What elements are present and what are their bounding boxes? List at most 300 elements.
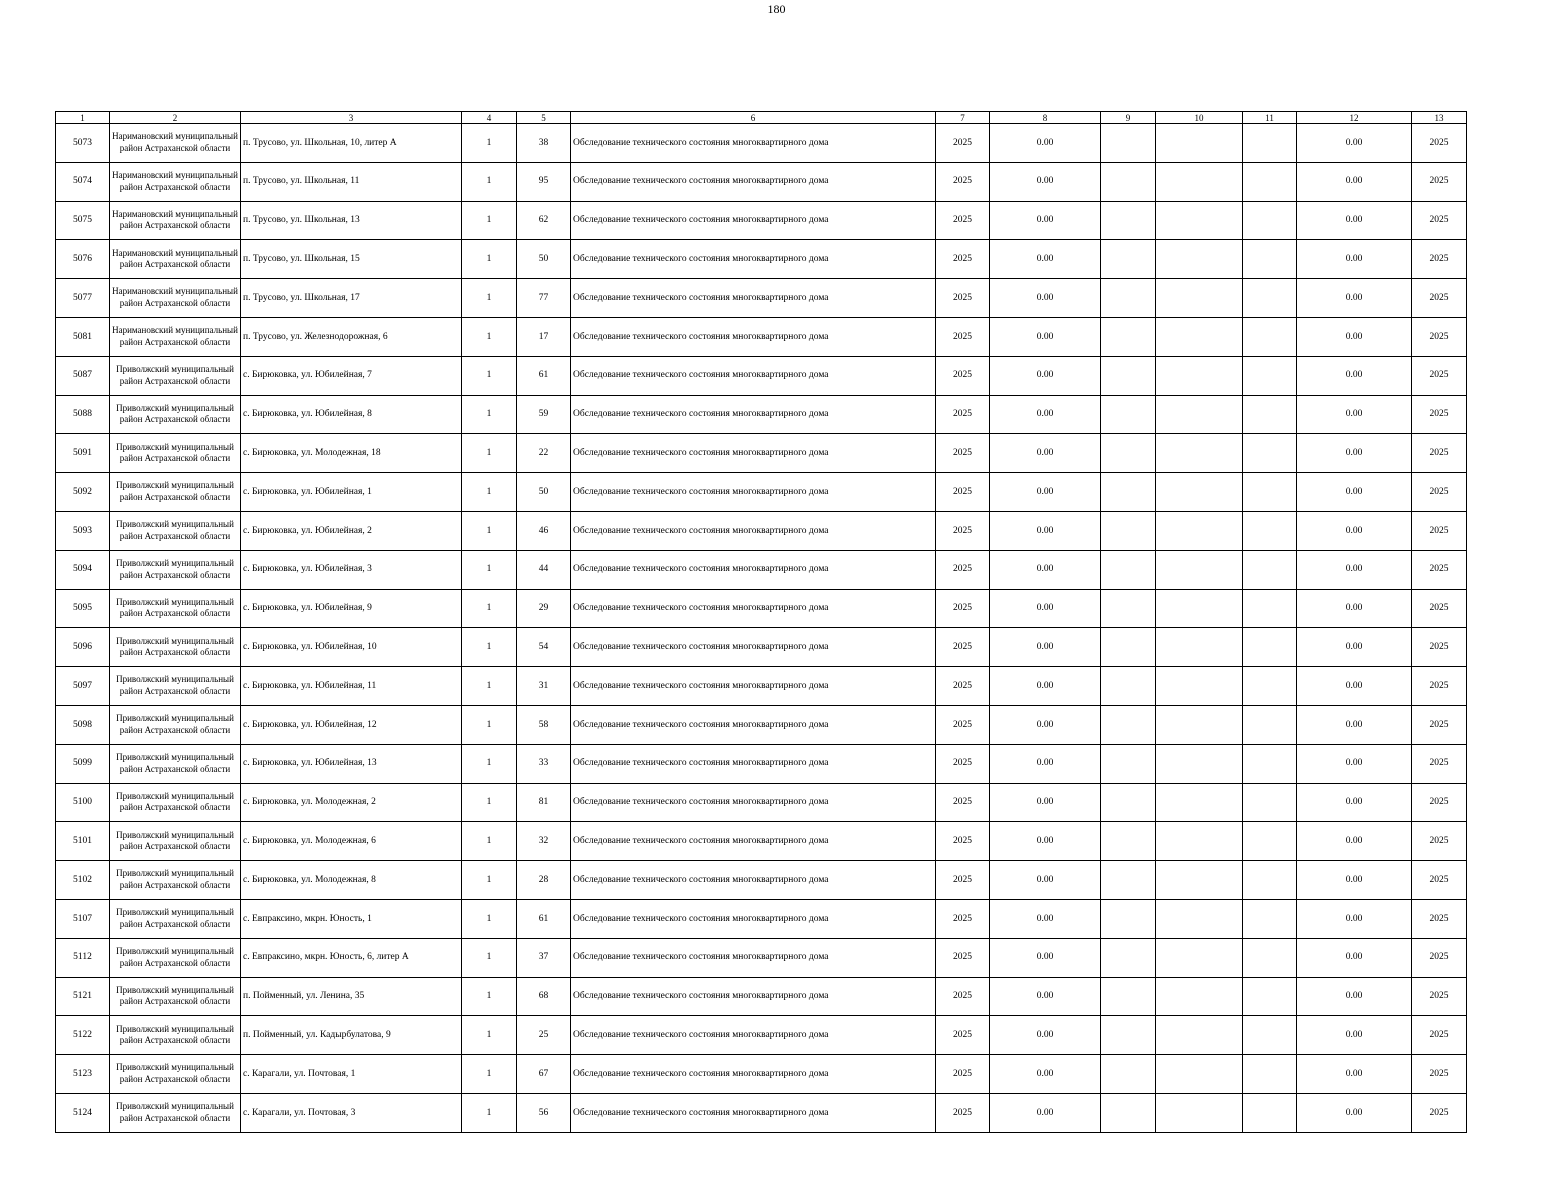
column-4-cell: 1: [462, 744, 517, 783]
column-10-cell: [1156, 201, 1243, 240]
column-4-cell: 1: [462, 899, 517, 938]
column-10-cell: [1156, 977, 1243, 1016]
column-11-cell: [1243, 162, 1297, 201]
column-9-cell: [1101, 124, 1156, 163]
address-cell: с. Бирюковка, ул. Юбилейная, 10: [241, 628, 462, 667]
address-cell: с. Евпраксино, мкрн. Юность, 6, литер А: [241, 938, 462, 977]
column-10-cell: [1156, 356, 1243, 395]
table-row: [56, 861, 1467, 900]
record-id-cell: 5073: [56, 124, 110, 163]
column-12-cell: 0.00: [1297, 434, 1412, 473]
address-cell: с. Бирюковка, ул. Юбилейная, 8: [241, 395, 462, 434]
column-7-cell: 2025: [936, 550, 990, 589]
column-9-cell: [1101, 162, 1156, 201]
column-10-cell: [1156, 589, 1243, 628]
record-id-cell: 5097: [56, 667, 110, 706]
column-9-cell: [1101, 511, 1156, 550]
district-cell: Приволжский муниципальный район Астраханской области: [110, 356, 241, 395]
district-cell: Наримановский муниципальный район Астраханской области: [110, 124, 241, 163]
column-9-cell: [1101, 395, 1156, 434]
column-5-cell: 61: [517, 899, 571, 938]
column-4-cell: 1: [462, 938, 517, 977]
column-7-cell: 2025: [936, 1093, 990, 1132]
column-11-cell: [1243, 473, 1297, 512]
column-13-cell: 2025: [1412, 434, 1467, 473]
column-5-cell: 33: [517, 744, 571, 783]
column-8-cell: 0.00: [990, 317, 1101, 356]
column-4-cell: 1: [462, 861, 517, 900]
district-cell: Приволжский муниципальный район Астраханской области: [110, 822, 241, 861]
record-id-cell: 5123: [56, 1055, 110, 1094]
column-5-cell: 50: [517, 240, 571, 279]
column-7-cell: 2025: [936, 589, 990, 628]
column-7-cell: 2025: [936, 977, 990, 1016]
column-10-cell: [1156, 473, 1243, 512]
work-type-cell: Обследование технического состояния многоквартирного дома: [571, 124, 936, 163]
address-cell: п. Трусово, ул. Школьная, 10, литер А: [241, 124, 462, 163]
column-5-cell: 28: [517, 861, 571, 900]
column-4-cell: 1: [462, 1016, 517, 1055]
work-type-cell: Обследование технического состояния многоквартирного дома: [571, 667, 936, 706]
column-11-cell: [1243, 667, 1297, 706]
column-7-cell: 2025: [936, 240, 990, 279]
column-11-cell: [1243, 744, 1297, 783]
district-cell: Наримановский муниципальный район Астраханской области: [110, 279, 241, 318]
work-type-cell: Обследование технического состояния многоквартирного дома: [571, 550, 936, 589]
table-row: [56, 240, 1467, 279]
column-header: 5: [517, 112, 571, 124]
record-id-cell: 5092: [56, 473, 110, 512]
column-11-cell: [1243, 395, 1297, 434]
column-5-cell: 61: [517, 356, 571, 395]
work-type-cell: Обследование технического состояния многоквартирного дома: [571, 938, 936, 977]
column-12-cell: 0.00: [1297, 783, 1412, 822]
column-7-cell: 2025: [936, 434, 990, 473]
record-id-cell: 5101: [56, 822, 110, 861]
column-11-cell: [1243, 899, 1297, 938]
column-12-cell: 0.00: [1297, 1016, 1412, 1055]
address-cell: с. Бирюковка, ул. Юбилейная, 9: [241, 589, 462, 628]
page-number: 180: [767, 2, 786, 16]
district-cell: Приволжский муниципальный район Астраханской области: [110, 667, 241, 706]
column-11-cell: [1243, 550, 1297, 589]
column-9-cell: [1101, 1093, 1156, 1132]
record-id-cell: 5124: [56, 1093, 110, 1132]
table-row: [56, 279, 1467, 318]
column-13-cell: 2025: [1412, 356, 1467, 395]
table-row: [56, 628, 1467, 667]
column-8-cell: 0.00: [990, 589, 1101, 628]
column-10-cell: [1156, 1016, 1243, 1055]
district-cell: Приволжский муниципальный район Астраханской области: [110, 473, 241, 512]
column-4-cell: 1: [462, 356, 517, 395]
district-cell: Приволжский муниципальный район Астраханской области: [110, 589, 241, 628]
table-row: [56, 395, 1467, 434]
column-12-cell: 0.00: [1297, 395, 1412, 434]
column-9-cell: [1101, 628, 1156, 667]
district-cell: Наримановский муниципальный район Астраханской области: [110, 162, 241, 201]
column-9-cell: [1101, 705, 1156, 744]
column-9-cell: [1101, 550, 1156, 589]
column-13-cell: 2025: [1412, 628, 1467, 667]
column-4-cell: 1: [462, 822, 517, 861]
column-10-cell: [1156, 861, 1243, 900]
column-8-cell: 0.00: [990, 628, 1101, 667]
column-13-cell: 2025: [1412, 124, 1467, 163]
column-5-cell: 17: [517, 317, 571, 356]
column-8-cell: 0.00: [990, 1016, 1101, 1055]
district-cell: Приволжский муниципальный район Астраханской области: [110, 977, 241, 1016]
column-13-cell: 2025: [1412, 938, 1467, 977]
column-7-cell: 2025: [936, 783, 990, 822]
district-cell: Наримановский муниципальный район Астраханской области: [110, 240, 241, 279]
column-9-cell: [1101, 1016, 1156, 1055]
column-7-cell: 2025: [936, 744, 990, 783]
column-4-cell: 1: [462, 162, 517, 201]
column-8-cell: 0.00: [990, 511, 1101, 550]
column-9-cell: [1101, 783, 1156, 822]
housing-register-table: [55, 111, 1467, 1133]
work-type-cell: Обследование технического состояния многоквартирного дома: [571, 240, 936, 279]
column-10-cell: [1156, 628, 1243, 667]
column-10-cell: [1156, 511, 1243, 550]
column-5-cell: 25: [517, 1016, 571, 1055]
column-10-cell: [1156, 938, 1243, 977]
table-row: [56, 550, 1467, 589]
work-type-cell: Обследование технического состояния многоквартирного дома: [571, 511, 936, 550]
column-5-cell: 38: [517, 124, 571, 163]
district-cell: Приволжский муниципальный район Астраханской области: [110, 1016, 241, 1055]
address-cell: с. Бирюковка, ул. Юбилейная, 12: [241, 705, 462, 744]
column-13-cell: 2025: [1412, 861, 1467, 900]
column-13-cell: 2025: [1412, 705, 1467, 744]
table-row: [56, 589, 1467, 628]
column-12-cell: 0.00: [1297, 589, 1412, 628]
address-cell: п. Пойменный, ул. Кадырбулатова, 9: [241, 1016, 462, 1055]
table-row: [56, 124, 1467, 163]
column-13-cell: 2025: [1412, 162, 1467, 201]
column-header: 12: [1297, 112, 1412, 124]
table-row: [56, 356, 1467, 395]
column-11-cell: [1243, 1093, 1297, 1132]
address-cell: с. Бирюковка, ул. Юбилейная, 13: [241, 744, 462, 783]
column-8-cell: 0.00: [990, 240, 1101, 279]
column-8-cell: 0.00: [990, 744, 1101, 783]
record-id-cell: 5087: [56, 356, 110, 395]
record-id-cell: 5075: [56, 201, 110, 240]
column-10-cell: [1156, 124, 1243, 163]
work-type-cell: Обследование технического состояния многоквартирного дома: [571, 1016, 936, 1055]
column-4-cell: 1: [462, 667, 517, 706]
column-7-cell: 2025: [936, 899, 990, 938]
column-header: 3: [241, 112, 462, 124]
address-cell: с. Карагали, ул. Почтовая, 3: [241, 1093, 462, 1132]
address-cell: п. Пойменный, ул. Ленина, 35: [241, 977, 462, 1016]
address-cell: п. Трусово, ул. Школьная, 17: [241, 279, 462, 318]
column-12-cell: 0.00: [1297, 667, 1412, 706]
column-12-cell: 0.00: [1297, 550, 1412, 589]
address-cell: с. Бирюковка, ул. Юбилейная, 1: [241, 473, 462, 512]
column-9-cell: [1101, 473, 1156, 512]
table-row: [56, 1016, 1467, 1055]
column-5-cell: 32: [517, 822, 571, 861]
column-header: 8: [990, 112, 1101, 124]
column-4-cell: 1: [462, 1055, 517, 1094]
record-id-cell: 5121: [56, 977, 110, 1016]
column-8-cell: 0.00: [990, 822, 1101, 861]
column-5-cell: 67: [517, 1055, 571, 1094]
column-8-cell: 0.00: [990, 667, 1101, 706]
column-7-cell: 2025: [936, 511, 990, 550]
column-13-cell: 2025: [1412, 589, 1467, 628]
column-7-cell: 2025: [936, 667, 990, 706]
column-5-cell: 59: [517, 395, 571, 434]
column-10-cell: [1156, 162, 1243, 201]
column-5-cell: 56: [517, 1093, 571, 1132]
table-row: [56, 511, 1467, 550]
table-row: [56, 667, 1467, 706]
column-11-cell: [1243, 434, 1297, 473]
column-4-cell: 1: [462, 628, 517, 667]
address-cell: с. Бирюковка, ул. Юбилейная, 3: [241, 550, 462, 589]
column-10-cell: [1156, 783, 1243, 822]
district-cell: Приволжский муниципальный район Астраханской области: [110, 1093, 241, 1132]
district-cell: Приволжский муниципальный район Астраханской области: [110, 899, 241, 938]
column-5-cell: 22: [517, 434, 571, 473]
column-13-cell: 2025: [1412, 744, 1467, 783]
column-11-cell: [1243, 938, 1297, 977]
work-type-cell: Обследование технического состояния многоквартирного дома: [571, 899, 936, 938]
column-12-cell: 0.00: [1297, 1093, 1412, 1132]
column-11-cell: [1243, 1055, 1297, 1094]
column-4-cell: 1: [462, 395, 517, 434]
column-header: 6: [571, 112, 936, 124]
column-7-cell: 2025: [936, 938, 990, 977]
column-9-cell: [1101, 861, 1156, 900]
column-10-cell: [1156, 395, 1243, 434]
address-cell: с. Бирюковка, ул. Молодежная, 6: [241, 822, 462, 861]
column-9-cell: [1101, 589, 1156, 628]
address-cell: п. Трусово, ул. Железнодорожная, 6: [241, 317, 462, 356]
column-8-cell: 0.00: [990, 1055, 1101, 1094]
district-cell: Приволжский муниципальный район Астраханской области: [110, 783, 241, 822]
work-type-cell: Обследование технического состояния многоквартирного дома: [571, 977, 936, 1016]
work-type-cell: Обследование технического состояния многоквартирного дома: [571, 434, 936, 473]
column-5-cell: 58: [517, 705, 571, 744]
column-8-cell: 0.00: [990, 279, 1101, 318]
work-type-cell: Обследование технического состояния многоквартирного дома: [571, 162, 936, 201]
column-header: 13: [1412, 112, 1467, 124]
column-4-cell: 1: [462, 1093, 517, 1132]
column-4-cell: 1: [462, 201, 517, 240]
column-8-cell: 0.00: [990, 861, 1101, 900]
column-7-cell: 2025: [936, 705, 990, 744]
column-7-cell: 2025: [936, 356, 990, 395]
column-13-cell: 2025: [1412, 822, 1467, 861]
column-9-cell: [1101, 938, 1156, 977]
column-4-cell: 1: [462, 240, 517, 279]
district-cell: Наримановский муниципальный район Астраханской области: [110, 317, 241, 356]
column-4-cell: 1: [462, 473, 517, 512]
column-10-cell: [1156, 317, 1243, 356]
table-row: [56, 1093, 1467, 1132]
column-13-cell: 2025: [1412, 667, 1467, 706]
table-row: [56, 1055, 1467, 1094]
address-cell: с. Бирюковка, ул. Юбилейная, 2: [241, 511, 462, 550]
table-row: [56, 162, 1467, 201]
column-11-cell: [1243, 589, 1297, 628]
column-9-cell: [1101, 744, 1156, 783]
record-id-cell: 5099: [56, 744, 110, 783]
table-row: [56, 473, 1467, 512]
column-11-cell: [1243, 317, 1297, 356]
column-9-cell: [1101, 822, 1156, 861]
column-9-cell: [1101, 356, 1156, 395]
column-12-cell: 0.00: [1297, 473, 1412, 512]
column-8-cell: 0.00: [990, 395, 1101, 434]
register-body: [56, 124, 1467, 1133]
district-cell: Приволжский муниципальный район Астраханской области: [110, 550, 241, 589]
work-type-cell: Обследование технического состояния многоквартирного дома: [571, 628, 936, 667]
address-cell: п. Трусово, ул. Школьная, 11: [241, 162, 462, 201]
table-row: [56, 434, 1467, 473]
record-id-cell: 5076: [56, 240, 110, 279]
column-13-cell: 2025: [1412, 783, 1467, 822]
column-8-cell: 0.00: [990, 124, 1101, 163]
column-7-cell: 2025: [936, 861, 990, 900]
column-7-cell: 2025: [936, 279, 990, 318]
column-header: 11: [1243, 112, 1297, 124]
record-id-cell: 5100: [56, 783, 110, 822]
address-cell: с. Карагали, ул. Почтовая, 1: [241, 1055, 462, 1094]
column-12-cell: 0.00: [1297, 356, 1412, 395]
column-8-cell: 0.00: [990, 705, 1101, 744]
column-10-cell: [1156, 667, 1243, 706]
column-13-cell: 2025: [1412, 317, 1467, 356]
column-11-cell: [1243, 705, 1297, 744]
column-9-cell: [1101, 201, 1156, 240]
column-header: 9: [1101, 112, 1156, 124]
column-5-cell: 29: [517, 589, 571, 628]
column-13-cell: 2025: [1412, 550, 1467, 589]
column-8-cell: 0.00: [990, 201, 1101, 240]
address-cell: с. Бирюковка, ул. Юбилейная, 7: [241, 356, 462, 395]
column-8-cell: 0.00: [990, 550, 1101, 589]
column-12-cell: 0.00: [1297, 124, 1412, 163]
district-cell: Приволжский муниципальный район Астраханской области: [110, 938, 241, 977]
column-10-cell: [1156, 899, 1243, 938]
table-row: [56, 744, 1467, 783]
column-5-cell: 81: [517, 783, 571, 822]
column-5-cell: 46: [517, 511, 571, 550]
district-cell: Приволжский муниципальный район Астраханской области: [110, 744, 241, 783]
record-id-cell: 5081: [56, 317, 110, 356]
column-12-cell: 0.00: [1297, 279, 1412, 318]
column-header: 7: [936, 112, 990, 124]
column-7-cell: 2025: [936, 201, 990, 240]
district-cell: Приволжский муниципальный район Астраханской области: [110, 511, 241, 550]
table-row: [56, 977, 1467, 1016]
work-type-cell: Обследование технического состояния многоквартирного дома: [571, 783, 936, 822]
column-8-cell: 0.00: [990, 977, 1101, 1016]
record-id-cell: 5107: [56, 899, 110, 938]
column-5-cell: 62: [517, 201, 571, 240]
column-12-cell: 0.00: [1297, 240, 1412, 279]
column-8-cell: 0.00: [990, 938, 1101, 977]
column-5-cell: 31: [517, 667, 571, 706]
work-type-cell: Обследование технического состояния многоквартирного дома: [571, 279, 936, 318]
column-8-cell: 0.00: [990, 473, 1101, 512]
column-5-cell: 44: [517, 550, 571, 589]
work-type-cell: Обследование технического состояния многоквартирного дома: [571, 822, 936, 861]
table-row: [56, 822, 1467, 861]
column-header: 4: [462, 112, 517, 124]
work-type-cell: Обследование технического состояния многоквартирного дома: [571, 1093, 936, 1132]
work-type-cell: Обследование технического состояния многоквартирного дома: [571, 1055, 936, 1094]
column-13-cell: 2025: [1412, 1055, 1467, 1094]
column-8-cell: 0.00: [990, 356, 1101, 395]
work-type-cell: Обследование технического состояния многоквартирного дома: [571, 317, 936, 356]
column-7-cell: 2025: [936, 162, 990, 201]
work-type-cell: Обследование технического состояния многоквартирного дома: [571, 356, 936, 395]
column-13-cell: 2025: [1412, 1016, 1467, 1055]
column-4-cell: 1: [462, 317, 517, 356]
column-11-cell: [1243, 201, 1297, 240]
record-id-cell: 5094: [56, 550, 110, 589]
column-4-cell: 1: [462, 279, 517, 318]
column-11-cell: [1243, 511, 1297, 550]
column-4-cell: 1: [462, 124, 517, 163]
column-9-cell: [1101, 240, 1156, 279]
record-id-cell: 5088: [56, 395, 110, 434]
column-7-cell: 2025: [936, 395, 990, 434]
column-11-cell: [1243, 279, 1297, 318]
column-12-cell: 0.00: [1297, 628, 1412, 667]
column-8-cell: 0.00: [990, 1093, 1101, 1132]
record-id-cell: 5098: [56, 705, 110, 744]
district-cell: Приволжский муниципальный район Астраханской области: [110, 395, 241, 434]
column-11-cell: [1243, 628, 1297, 667]
column-4-cell: 1: [462, 589, 517, 628]
column-7-cell: 2025: [936, 1055, 990, 1094]
work-type-cell: Обследование технического состояния многоквартирного дома: [571, 201, 936, 240]
record-id-cell: 5077: [56, 279, 110, 318]
column-12-cell: 0.00: [1297, 317, 1412, 356]
column-12-cell: 0.00: [1297, 938, 1412, 977]
column-5-cell: 54: [517, 628, 571, 667]
column-12-cell: 0.00: [1297, 744, 1412, 783]
column-10-cell: [1156, 705, 1243, 744]
record-id-cell: 5096: [56, 628, 110, 667]
column-10-cell: [1156, 744, 1243, 783]
address-cell: с. Бирюковка, ул. Молодежная, 8: [241, 861, 462, 900]
record-id-cell: 5091: [56, 434, 110, 473]
column-number-row: [56, 112, 1467, 124]
column-8-cell: 0.00: [990, 899, 1101, 938]
column-5-cell: 95: [517, 162, 571, 201]
column-10-cell: [1156, 240, 1243, 279]
district-cell: Приволжский муниципальный район Астраханской области: [110, 861, 241, 900]
column-5-cell: 77: [517, 279, 571, 318]
address-cell: с. Бирюковка, ул. Молодежная, 2: [241, 783, 462, 822]
column-13-cell: 2025: [1412, 279, 1467, 318]
table-row: [56, 938, 1467, 977]
column-7-cell: 2025: [936, 822, 990, 861]
column-4-cell: 1: [462, 977, 517, 1016]
column-12-cell: 0.00: [1297, 822, 1412, 861]
table-row: [56, 899, 1467, 938]
district-cell: Приволжский муниципальный район Астраханской области: [110, 628, 241, 667]
